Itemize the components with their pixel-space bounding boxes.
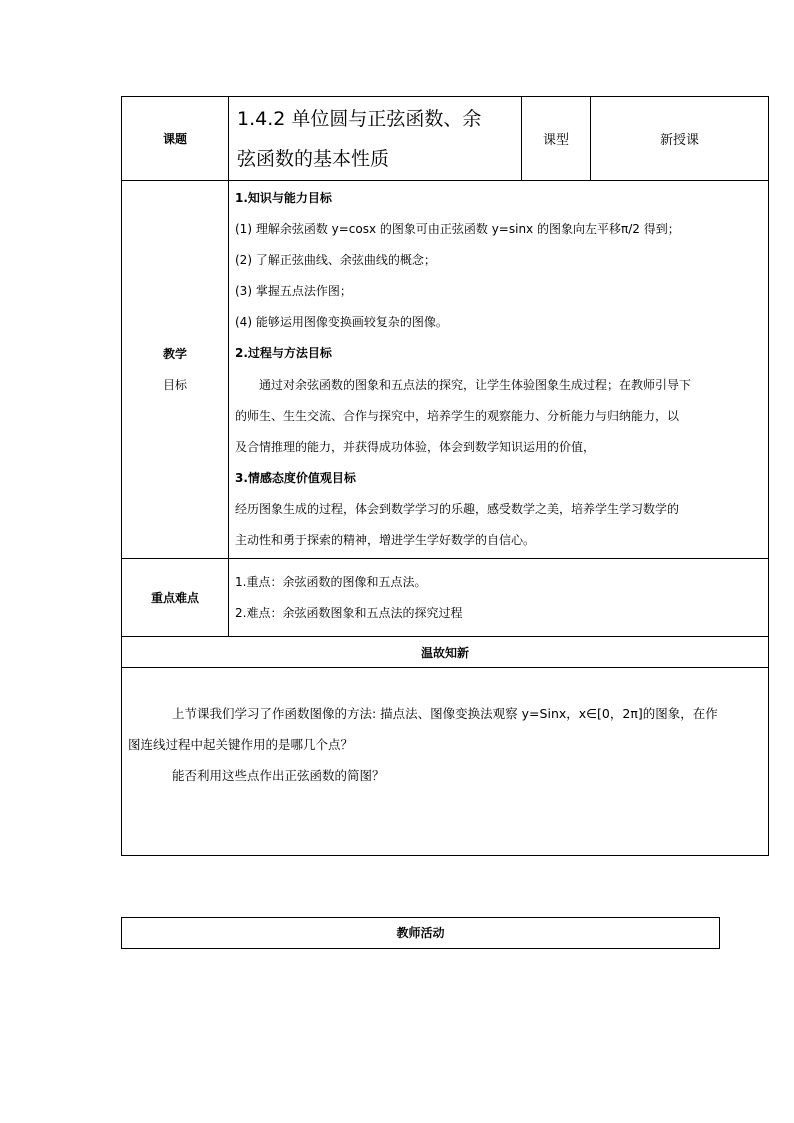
- section2-line3: 及合情推理的能力，并获得成功体验，体会到数学知识运用的价值，: [235, 439, 596, 454]
- goal-item-1: (1) 理解余弦函数 y=cosx 的图象可由正弦函数 y=sinx 的图象向左平移π/2 得到；: [235, 222, 680, 237]
- header-row: [122, 97, 769, 181]
- review-line-2: 图连线过程中起关键作用的是哪几个点？: [128, 737, 354, 753]
- lesson-title: [229, 97, 522, 181]
- section3-title: 3.情感态度价值观目标: [235, 470, 356, 485]
- goal-item-4: (4) 能够运用图像变换画较复杂的图像。: [235, 315, 448, 330]
- goals-label: [122, 181, 229, 559]
- goals-row: [122, 181, 769, 559]
- goal-item-2: (2) 了解正弦曲线、余弦曲线的概念；: [235, 253, 436, 268]
- type-value: 新授课: [591, 97, 769, 181]
- review-line-3: 能否利用这些点作出正弦函数的简图？: [172, 768, 385, 784]
- section3-line2: 主动性和勇于探索的精神，增进学生学好数学的自信心。: [235, 533, 536, 548]
- goal-item-3: (3) 掌握五点法作图；: [235, 284, 352, 299]
- section3-line1: 经历图象生成的过程，体会到数学学习的乐趣，感受数学之美，培养学生学习数学的: [235, 501, 680, 516]
- goals-content: [229, 181, 769, 559]
- section2-title: 2.过程与方法目标: [235, 346, 332, 361]
- goals-label-line1: 教学: [162, 346, 187, 361]
- section1-title: 1.知识与能力目标: [235, 191, 332, 205]
- review-heading: 温故知新: [122, 637, 769, 668]
- review-content-row: [122, 668, 769, 856]
- lesson-plan-table: [121, 96, 769, 856]
- lesson-title-line2: 弦函数的基本性质: [237, 147, 390, 170]
- section2-line2: 的师生、生生交流、合作与探究中，培养学生的观察能力、分析能力与归纳能力，以: [235, 408, 680, 423]
- type-label: 课型: [522, 97, 591, 181]
- teacher-activity-heading: 教师活动: [121, 917, 720, 949]
- review-line-1: 上节课我们学习了作函数图像的方法: 描点法、图像变换法观察 y=Sinx，x∈[0，2π]的图象，在作: [172, 706, 718, 722]
- section2-line1: 通过对余弦函数的图象和五点法的探究，让学生体验图象生成过程；在教师引导下: [259, 377, 692, 392]
- key-points-row: [122, 559, 769, 637]
- key-point-1: 1.重点：余弦函数的图像和五点法。: [235, 574, 427, 589]
- key-points-content: [229, 559, 769, 637]
- review-heading-row: [122, 637, 769, 668]
- lesson-title-line1: 1.4.2 单位圆与正弦函数、余: [237, 107, 482, 130]
- goals-label-line2: 目标: [162, 377, 187, 392]
- topic-label: 课题: [122, 97, 229, 181]
- key-point-2: 2.难点：余弦函数图象和五点法的探究过程: [235, 605, 463, 620]
- review-content: [122, 668, 769, 856]
- key-points-label: 重点难点: [122, 559, 229, 637]
